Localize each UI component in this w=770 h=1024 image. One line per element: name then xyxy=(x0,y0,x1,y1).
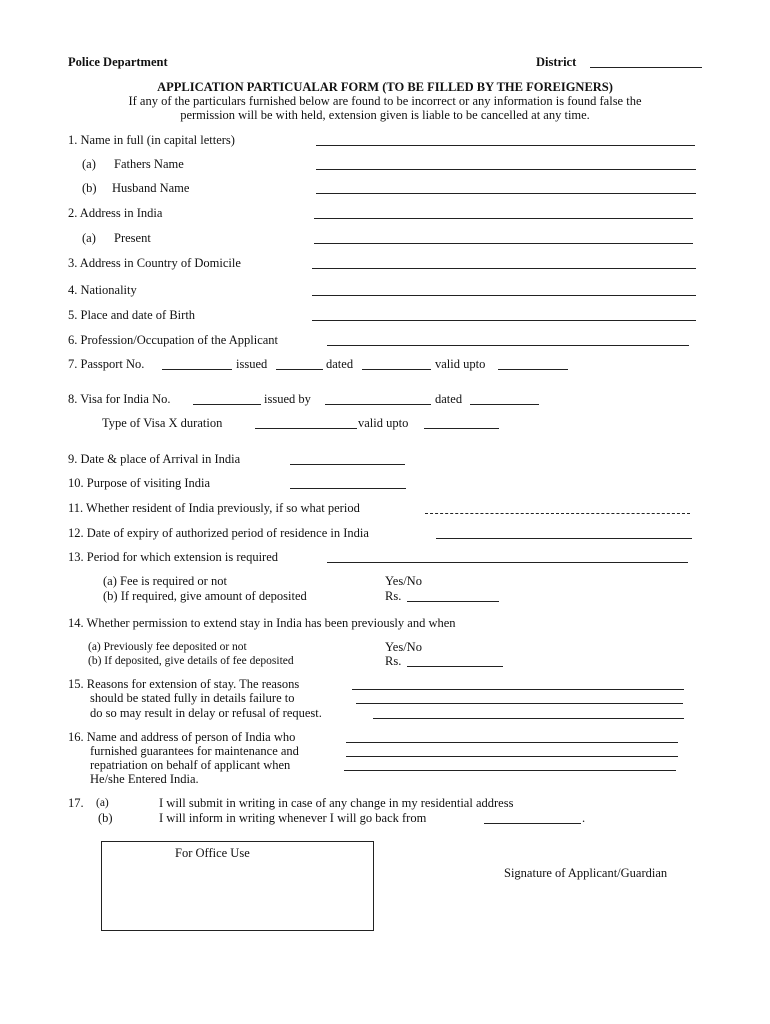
guarantor-field-2[interactable] xyxy=(346,756,678,757)
visa-dated-field[interactable] xyxy=(470,404,539,405)
notice-line-2: permission will be with held, extension given is liable to be cancelled at any time. xyxy=(180,108,590,122)
visa-issued-by-field[interactable] xyxy=(325,404,431,405)
q13a-label: (a) Fee is required or not xyxy=(103,574,227,588)
q7-dated-label: dated xyxy=(326,357,354,371)
present-address-field[interactable] xyxy=(314,243,693,244)
district-field[interactable] xyxy=(590,67,702,68)
guarantor-field-1[interactable] xyxy=(346,742,678,743)
visa-no-field[interactable] xyxy=(193,404,261,405)
visa-valid-field[interactable] xyxy=(424,428,499,429)
guarantor-field-3[interactable] xyxy=(344,770,676,771)
q8-dated-label: dated xyxy=(435,392,463,406)
q15-line-2: should be stated fully in details failure to xyxy=(90,691,295,705)
q3-label: 3. Address in Country of Domicile xyxy=(68,256,241,270)
fee-amount-field[interactable] xyxy=(407,601,499,602)
q9-label: 9. Date & place of Arrival in India xyxy=(68,452,241,466)
purpose-field[interactable] xyxy=(290,488,406,489)
department-label: Police Department xyxy=(68,55,168,69)
husband-name-field[interactable] xyxy=(316,193,696,194)
q17b-period: . xyxy=(582,811,586,825)
q15-line-1: 15. Reasons for extension of stay. The reasons xyxy=(68,677,300,691)
name-field[interactable] xyxy=(316,145,695,146)
q14b-label: (b) If deposited, give details of fee deposited xyxy=(88,655,294,667)
q11-label: 11. Whether resident of India previously, if so what period xyxy=(68,501,360,515)
q6-label: 6. Profession/Occupation of the Applicant xyxy=(68,333,279,347)
q13a-answer[interactable]: Yes/No xyxy=(385,574,422,588)
q15-line-3: do so may result in delay or refusal of request. xyxy=(90,706,322,720)
arrival-field[interactable] xyxy=(290,464,405,465)
q10-label: 10. Purpose of visiting India xyxy=(68,476,211,490)
q17b-letter: (b) xyxy=(98,811,113,825)
previous-residence-field[interactable] xyxy=(425,513,690,514)
q14a-label: (a) Previously fee deposited or not xyxy=(88,641,247,653)
passport-no-field[interactable] xyxy=(162,369,232,370)
q17b-text: I will inform in writing whenever I will go back from xyxy=(159,811,427,825)
q1a-label: Fathers Name xyxy=(114,157,184,171)
departure-place-field[interactable] xyxy=(484,823,581,824)
office-use-label: For Office Use xyxy=(175,846,250,860)
q16-line-1: 16. Name and address of person of India who xyxy=(68,730,296,744)
domicile-address-field[interactable] xyxy=(312,268,696,269)
q1-label: 1. Name in full (in capital letters) xyxy=(68,133,235,147)
reasons-field-1[interactable] xyxy=(352,689,684,690)
q13-label: 13. Period for which extension is required xyxy=(68,550,279,564)
q8-visa-label: 8. Visa for India No. xyxy=(68,392,171,406)
birth-field[interactable] xyxy=(312,320,696,321)
q17a-text: I will submit in writing in case of any change in my residential address xyxy=(159,796,514,810)
notice-line-1: If any of the particulars furnished below are found to be incorrect or any information is found false the xyxy=(128,94,642,108)
q16-line-3: repatriation on behalf of applicant when xyxy=(90,758,291,772)
q16-line-2: furnished guarantees for maintenance and xyxy=(90,744,299,758)
q2a-letter: (a) xyxy=(82,231,96,245)
q17a-letter: (a) xyxy=(96,797,109,809)
q8-type-label: Type of Visa X duration xyxy=(102,416,223,430)
reasons-field-2[interactable] xyxy=(356,703,683,704)
q1b-label: Husband Name xyxy=(112,181,190,195)
extension-period-field[interactable] xyxy=(327,562,688,563)
visa-type-field[interactable] xyxy=(255,428,357,429)
q4-label: 4. Nationality xyxy=(68,283,137,297)
q8-issued-by-label: issued by xyxy=(264,392,311,406)
passport-valid-field[interactable] xyxy=(498,369,568,370)
district-label: District xyxy=(536,55,577,69)
q13b-answer-label: Rs. xyxy=(385,589,402,603)
reasons-field-3[interactable] xyxy=(373,718,684,719)
q7-valid-label: valid upto xyxy=(435,357,486,371)
nationality-field[interactable] xyxy=(312,295,696,296)
q1b-letter: (b) xyxy=(82,181,97,195)
passport-dated-field[interactable] xyxy=(362,369,431,370)
q17-number: 17. xyxy=(68,796,84,810)
q14b-answer-label: Rs. xyxy=(385,654,402,668)
q14a-answer[interactable]: Yes/No xyxy=(385,640,422,654)
signature-label: Signature of Applicant/Guardian xyxy=(504,866,668,880)
q14-label: 14. Whether permission to extend stay in India has been previously and when xyxy=(68,616,456,630)
q7-issued-label: issued xyxy=(236,357,268,371)
q12-label: 12. Date of expiry of authorized period of residence in India xyxy=(68,526,369,540)
fathers-name-field[interactable] xyxy=(316,169,696,170)
q8-valid-label: valid upto xyxy=(358,416,409,430)
address-india-field[interactable] xyxy=(314,218,693,219)
q1a-letter: (a) xyxy=(82,157,96,171)
q2-label: 2. Address in India xyxy=(68,206,163,220)
q7-passport-label: 7. Passport No. xyxy=(68,357,145,371)
q13b-label: (b) If required, give amount of deposited xyxy=(103,589,307,603)
passport-issued-field[interactable] xyxy=(276,369,323,370)
expiry-field[interactable] xyxy=(436,538,692,539)
profession-field[interactable] xyxy=(327,345,689,346)
fee-details-field[interactable] xyxy=(407,666,503,667)
q2a-label: Present xyxy=(114,231,151,245)
q16-line-4: He/she Entered India. xyxy=(90,772,199,786)
q5-label: 5. Place and date of Birth xyxy=(68,308,196,322)
form-title: APPLICATION PARTICUALAR FORM (TO BE FILLED BY THE FOREIGNERS) xyxy=(157,80,613,94)
